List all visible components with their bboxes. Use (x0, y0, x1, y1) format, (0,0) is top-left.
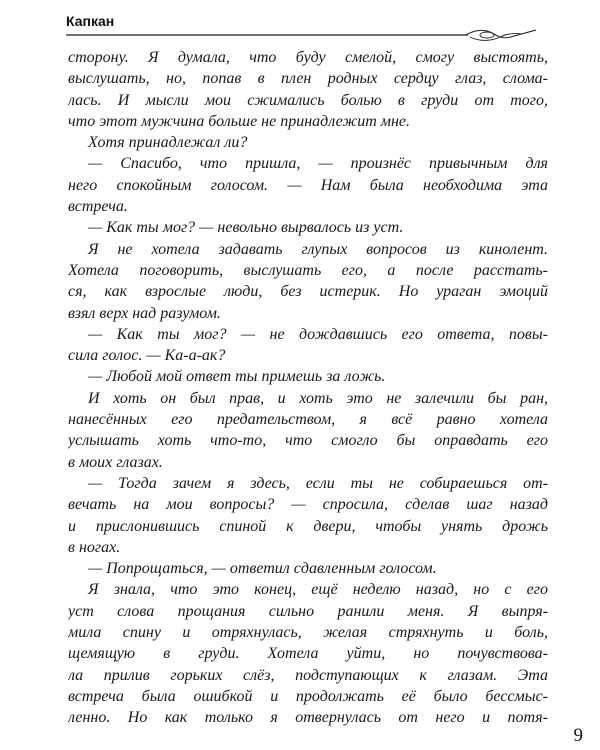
page-number: 9 (573, 725, 583, 746)
running-title: Капкан (66, 13, 115, 29)
text-line: — Спасибо, что пришла, — произнёс привычным для (88, 155, 548, 173)
text-line: уст слова прощания сильно ранили меня. Я выпря- (68, 602, 548, 620)
text-line: Я не хотела задавать глупых вопросов из кинолент. (88, 240, 548, 258)
text-line: мила спину и отряхнулась, желая стряхнуть и боль, (68, 624, 548, 642)
text-line: встреча была ошибкой и продолжать её было бессмыс- (68, 687, 548, 705)
text-line: — Попрощаться, — ответил сдавленным голосом. (88, 560, 437, 578)
text-line: ла прилив горьких слёз, подступающих к глазам. Эта (68, 666, 548, 684)
text-line: взял верх над разумом. (68, 304, 221, 322)
text-line: лась. И мысли мои сжимались болью в груди от того, (68, 91, 548, 109)
text-line: встреча. (68, 198, 128, 216)
text-line: Я знала, что это конец, ещё неделю назад, но с его (88, 581, 548, 599)
text-line: что этот мужчина больше не принадлежит мне. (68, 112, 411, 130)
text-line: Хотела поговорить, выслушать его, а после расстать- (68, 261, 548, 279)
text-line: сила голос. — Ка-а-ак? (68, 347, 226, 365)
text-line: в моих глазах. (68, 453, 163, 471)
text-line: — Тогда зачем я здесь, если ты не собираешься от- (88, 474, 548, 492)
text-line: — Как ты мог? — невольно вырвалось из уст. (88, 219, 404, 237)
text-line: выслушать, но, попав в плен родных сердцу глаз, слома- (68, 70, 548, 88)
text-line: в ногах. (68, 538, 121, 556)
text-line: — Как ты мог? — не дождавшись его ответа, повы- (88, 325, 548, 343)
text-line: щемящую в груди. Хотела уйти, но почувствова- (68, 645, 548, 663)
text-line: сторону. Я думала, что буду смелой, смогу выстоять, (68, 49, 548, 66)
text-line: ленно. Но как только я отвернулась от него и потя- (68, 709, 548, 727)
text-line: — Любой мой ответ ты примешь за ложь. (88, 368, 386, 386)
header-flourish-rule (66, 26, 536, 46)
text-line: вечать на мои вопросы? — спросила, сделав шаг назад (68, 496, 548, 514)
text-line: нанесённых его предательством, я всё равно хотела (68, 411, 548, 429)
text-line: И хоть он был прав, и хоть это не залечили бы ран, (88, 389, 548, 407)
text-line: него спокойным голосом. — Нам была необходима эта (68, 176, 548, 194)
text-line: Хотя принадлежал ли? (88, 134, 248, 152)
text-line: услышать хоть что-то, что смогло бы оправдать его (68, 432, 548, 450)
body-text (68, 47, 548, 729)
text-line: и прислонившись спиной к двери, чтобы унять дрожь (68, 517, 548, 535)
text-line: ся, как взрослые люди, без истерик. Но ураган эмоций (68, 283, 548, 301)
